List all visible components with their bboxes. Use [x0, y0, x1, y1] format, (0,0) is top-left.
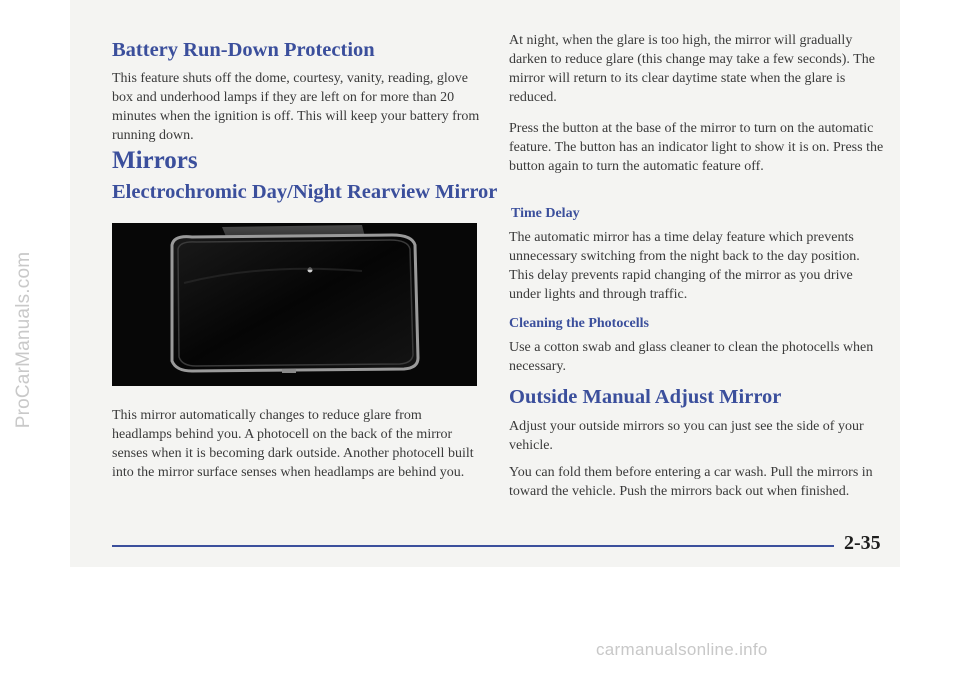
outside-mirror-text-2: You can fold them before entering a car wash. Pull the mirrors in toward the vehicle. Push the mirrors back out when finished. — [509, 465, 873, 499]
electrochromic-mirror-heading: Electrochromic Day/Night Rearview Mirror — [112, 181, 498, 203]
mirror-description-text: This mirror automatically changes to reduce glare from headlamps behind you. A photocell on the back of the mirror senses when it is becoming dark outside. Another photocell built into the mirror surface senses when headlamps are behind you. — [112, 408, 474, 480]
cleaning-photocells-heading: Cleaning the Photocells — [509, 316, 649, 331]
page-number: 2-35 — [844, 532, 881, 554]
outside-mirror-heading: Outside Manual Adjust Mirror — [509, 386, 782, 408]
rearview-mirror-photo — [112, 223, 477, 386]
cleaning-photocells-text: Use a cotton swab and glass cleaner to clean the photocells when necessary. — [509, 340, 874, 374]
battery-rundown-heading: Battery Run-Down Protection — [112, 39, 375, 61]
rearview-mirror-illustration — [112, 223, 477, 386]
time-delay-text: The automatic mirror has a time delay feature which prevents unnecessary switching from the night back to the day position. This delay prevents rapid changing of the mirror as you drive under lights and through traffic. — [509, 230, 860, 302]
side-watermark — [4, 170, 44, 510]
battery-rundown-text: This feature shuts off the dome, courtesy, vanity, reading, glove box and underhood lamps if they are left on for more than 20 minutes when the ignition is off. This will keep your battery from running down. — [112, 71, 480, 143]
mirror-button-text: Press the button at the base of the mirror to turn on the automatic feature. The button has an indicator light to show it is on. Press the button again to turn the automatic feature off. — [509, 121, 884, 174]
time-delay-heading: Time Delay — [511, 206, 580, 221]
mirrors-heading: Mirrors — [112, 147, 198, 174]
outside-mirror-text-1: Adjust your outside mirrors so you can just see the side of your vehicle. — [509, 419, 864, 453]
side-watermark-text: ProCarManuals.com — [13, 251, 34, 429]
night-glare-text: At night, when the glare is too high, the mirror will gradually darken to reduce glare (this change may take a few seconds). The mirror will return to its clear daytime state when the glare is reduced. — [509, 33, 875, 105]
footer-watermark: carmanualsonline.info — [596, 640, 768, 659]
footer-rule — [112, 545, 834, 547]
